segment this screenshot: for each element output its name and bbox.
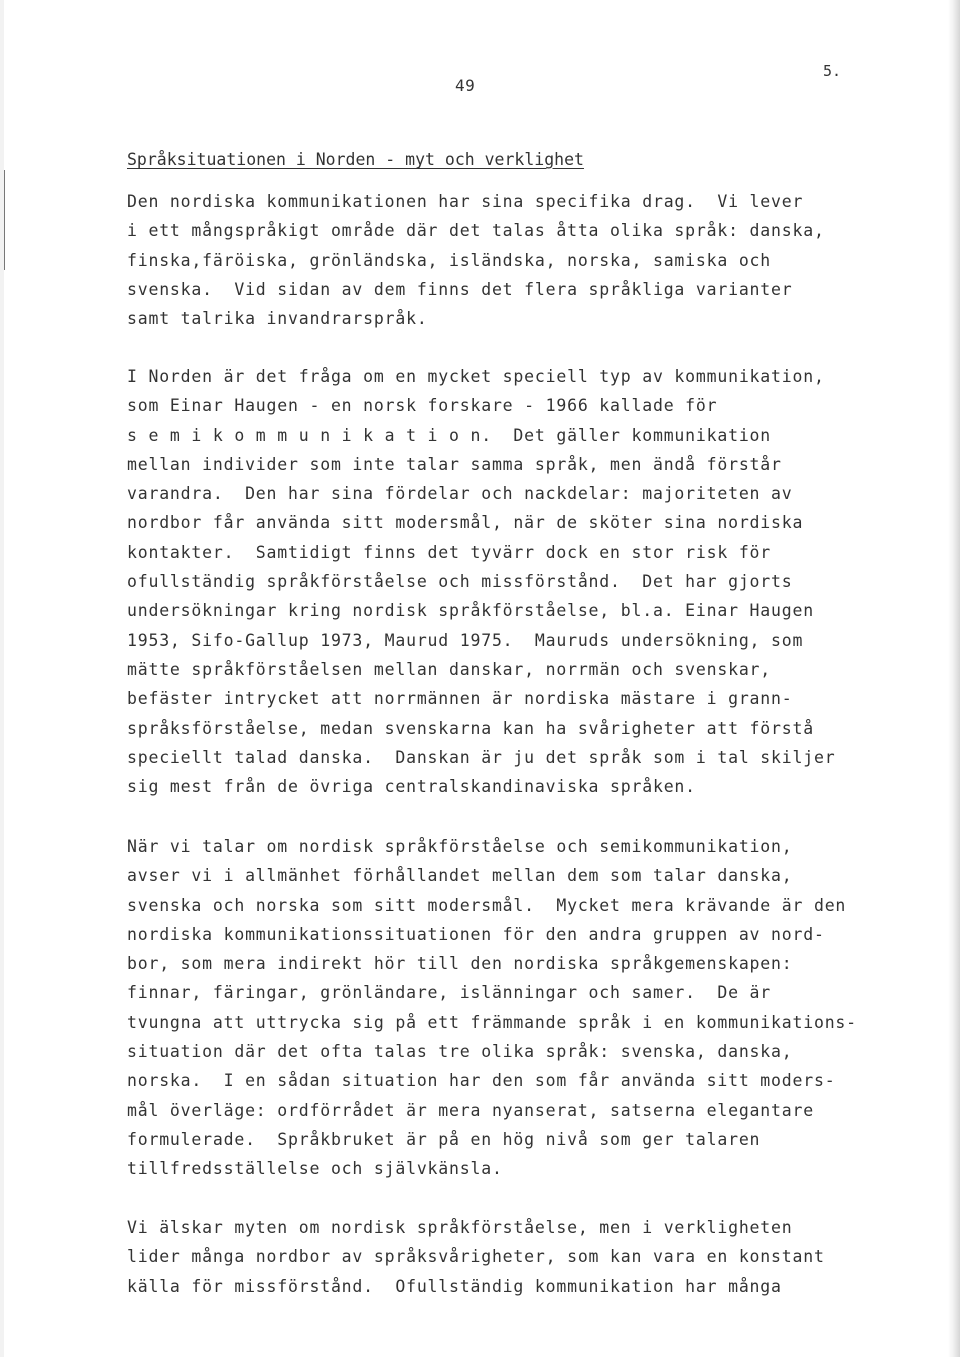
text-line: Den nordiska kommunikationen har sina specifika drag. Vi lever — [127, 192, 804, 211]
text-line: finska,färöiska, grönländska, isländska, norska, samiska och — [127, 250, 772, 270]
scan-mark-left — [4, 170, 5, 270]
text-line: I Norden är det fråga om en mycket speciell typ av kommunikation, — [127, 367, 825, 386]
text-line: avser vi i allmänhet förhållandet mellan dem som talar danska, — [127, 866, 793, 886]
text-line: När vi talar om nordisk språkförståelse och semikommunikation, — [127, 837, 793, 856]
text-line: finnar, färingar, grönländare, islänningar och samer. De är — [127, 983, 772, 1003]
text-line: mätte språkförståelsen mellan danskar, norrmän och svenskar, — [127, 659, 772, 679]
section-heading: Språksituationen i Norden - myt och verklighet — [127, 150, 584, 169]
text-line: tillfredsställelse och självkänsla. — [127, 1159, 503, 1179]
text-line: Vi älskar myten om nordisk språkförståelse, men i verkligheten — [127, 1218, 793, 1237]
text-line: speciellt talad danska. Danskan är ju det språk som i tal skiljer — [127, 747, 836, 767]
text-line: kontakter. Samtidigt finns det tyvärr dock en stor risk för — [127, 542, 772, 562]
text-line: som Einar Haugen - en norsk forskare - 1966 kallade för — [127, 396, 718, 416]
text-line: s e m i k o m m u n i k a t i o n. Det gäller kommunikation — [127, 425, 772, 445]
text-line: i ett mångspråkigt område där det talas åtta olika språk: danska, — [127, 221, 825, 241]
page-number: 49 — [455, 76, 476, 95]
text-line: norska. I en sådan situation har den som får använda sitt moders- — [127, 1071, 836, 1091]
scan-edge-right — [948, 0, 960, 1357]
page-code: 5. — [823, 62, 842, 80]
paragraph-3 — [127, 832, 857, 1184]
text-line: 1953, Sifo-Gallup 1973, Maurud 1975. Mauruds undersökning, som — [127, 630, 804, 650]
text-line: samt talrika invandrarspråk. — [127, 309, 428, 329]
text-line: språksförståelse, medan svenskarna kan ha svårigheter att förstå — [127, 718, 814, 738]
text-line: nordbor får använda sitt modersmål, när de sköter sina nordiska — [127, 513, 804, 533]
text-line: varandra. Den har sina fördelar och nackdelar: majoriteten av — [127, 484, 793, 504]
text-line: undersökningar kring nordisk språkförståelse, bl.a. Einar Haugen — [127, 601, 814, 621]
text-line: källa för missförstånd. Ofullständig kommunikation har många — [127, 1276, 782, 1296]
text-line: mellan individer som inte talar samma språk, men ändå förstår — [127, 454, 782, 474]
text-line: svenska och norska som sitt modersmål. Mycket mera krävande är den — [127, 895, 847, 915]
text-line: situation där det ofta talas tre olika språk: svenska, danska, — [127, 1042, 793, 1062]
text-line: lider många nordbor av språksvårigheter, som kan vara en konstant — [127, 1247, 825, 1267]
paragraph-4 — [127, 1213, 825, 1301]
text-line: mål överläge: ordförrådet är mera nyanserat, satserna elegantare — [127, 1100, 814, 1120]
text-line: ofullständig språkförståelse och missförstånd. Det har gjorts — [127, 572, 793, 592]
text-line: nordiska kommunikationssituationen för den andra gruppen av nord- — [127, 924, 825, 944]
text-line: tvungna att uttrycka sig på ett främmande språk i en kommunikations- — [127, 1012, 857, 1032]
text-line: befäster intrycket att norrmännen är nordiska mästare i grann- — [127, 689, 793, 709]
text-line: svenska. Vid sidan av dem finns det flera språkliga varianter — [127, 279, 793, 299]
text-line: sig mest från de övriga centralskandinaviska språken. — [127, 777, 696, 797]
paragraph-1 — [127, 187, 825, 333]
text-line: bor, som mera indirekt hör till den nordiska språkgemenskapen: — [127, 954, 793, 974]
paragraph-2 — [127, 362, 835, 801]
text-line: formulerade. Språkbruket är på en hög nivå som ger talaren — [127, 1129, 761, 1149]
